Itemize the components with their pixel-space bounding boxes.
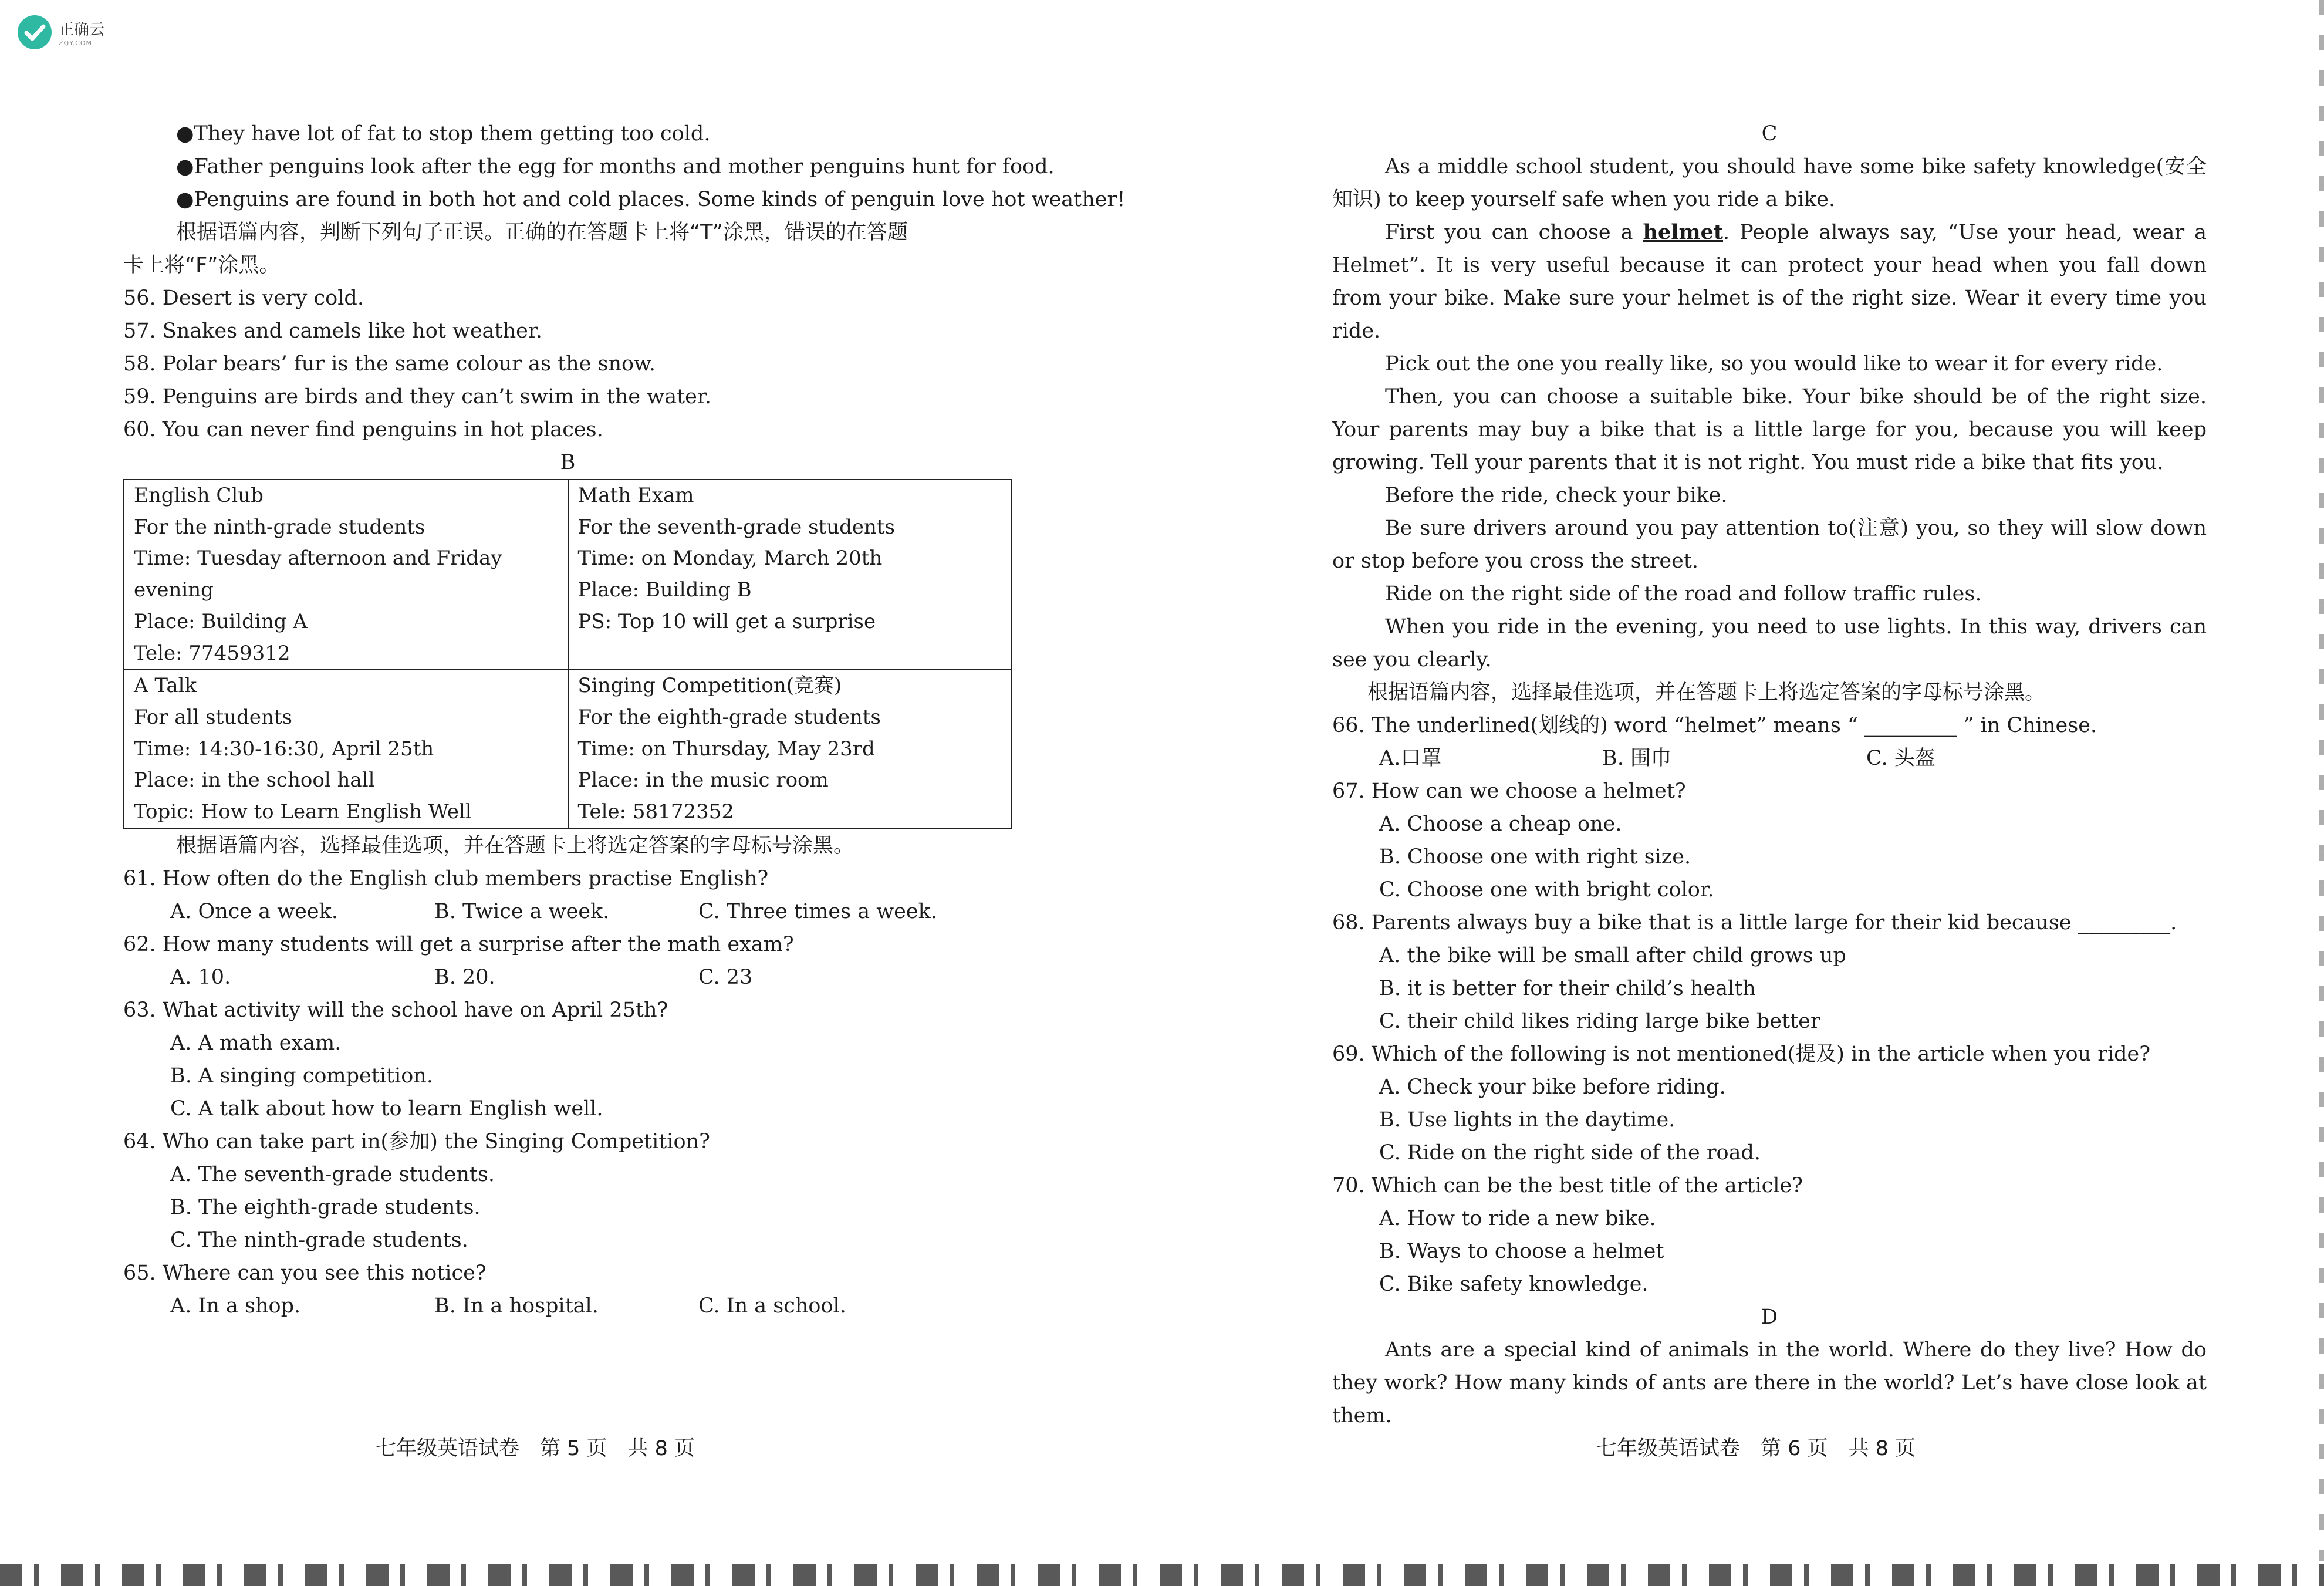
option-a: A. Choose a cheap one.	[1379, 812, 1622, 836]
option-b: B. Twice a week.	[434, 899, 610, 923]
notice-line: Singing Competition(竞赛)	[577, 674, 842, 698]
section-b-heading: B	[560, 451, 576, 474]
question-57: 57. Snakes and camels like hot weather.	[123, 319, 542, 343]
scan-right-edge	[2319, 0, 2324, 1561]
notice-line: For the eighth-grade students	[577, 706, 881, 730]
notice-line: Place: in the music room	[577, 768, 829, 792]
option-c: C. 头盔	[1866, 747, 1935, 770]
option-a: A. 10.	[170, 965, 231, 989]
option-a: A. A math exam.	[170, 1031, 342, 1055]
notice-line: For all students	[134, 706, 292, 730]
question-69: 69. Which of the following is not mentioned(提及) in the article when you ride?	[1332, 1042, 2151, 1066]
option-a: A.口罩	[1379, 747, 1442, 770]
options-66	[1332, 742, 2207, 775]
notice-line: Place: Building B	[577, 578, 752, 602]
passage-paragraph: Pick out the one you really like, so you would like to wear it for every ride.	[1385, 352, 2163, 376]
passage-paragraph: Ants are a special kind of animals in the world. Where do they live? How do they work? How many kinds of ants are there in the world? Let’s have close look at them.	[1332, 1338, 2207, 1428]
option-b: B. A singing competition.	[170, 1064, 433, 1088]
scan-edge-strip	[0, 1564, 2324, 1586]
option-b: B. Ways to choose a helmet	[1379, 1240, 1664, 1263]
logo-subtext: ZQY.COM	[59, 39, 93, 47]
question-67: 67. How can we choose a helmet?	[1332, 779, 1686, 803]
option-b: B. Use lights in the daytime.	[1379, 1108, 1676, 1132]
question-63: 63. What activity will the school have on April 25th?	[123, 998, 668, 1022]
notice-line: PS: Top 10 will get a surprise	[577, 609, 876, 633]
notice-line: Place: Building A	[134, 609, 308, 633]
question-62: 62. How many students will get a surprise after the math exam?	[123, 932, 794, 956]
section-d-heading: D	[1761, 1305, 1778, 1329]
option-b: B. In a hospital.	[434, 1294, 599, 1318]
bullet-item: ● Penguins are found in both hot and cold places. Some kinds of penguin love hot weather!	[123, 183, 1015, 216]
logo-text: 正确云	[59, 21, 105, 39]
option-c: C. Ride on the right side of the road.	[1379, 1141, 1761, 1165]
passage-paragraph: Then, you can choose a suitable bike. Your bike should be of the right size. Your parents may buy a bike that is a little large for you, because you will keep growing. Tell your parents that it is not right. You must ride a bike that fits you.	[1332, 385, 2207, 474]
passage-paragraph: Be sure drivers around you pay attention to(注意) you, so they will slow down or stop before you cross the street.	[1332, 517, 2207, 573]
bullet-item: ● Father penguins look after the egg for months and mother penguins hunt for food.	[123, 150, 1015, 183]
notice-line: English Club	[134, 484, 264, 507]
options-65	[123, 1290, 1015, 1322]
option-b: B. it is better for their child’s health	[1379, 977, 1756, 1000]
section-c-heading: C	[1761, 122, 1778, 146]
question-59: 59. Penguins are birds and they can’t swim in the water.	[123, 385, 711, 409]
notice-line: Math Exam	[577, 484, 694, 507]
passage-paragraph: Before the ride, check your bike.	[1385, 484, 1728, 507]
question-68: 68. Parents always buy a bike that is a little large for their kid because _________.	[1332, 911, 2177, 934]
instruction-mc-right: 根据语篇内容，选择最佳选项，并在答题卡上将选定答案的字母标号涂黑。	[1367, 681, 2046, 704]
notice-singing-competition	[568, 670, 1012, 829]
question-56: 56. Desert is very cold.	[123, 286, 364, 310]
option-a: A. In a shop.	[170, 1294, 301, 1318]
notice-math-exam	[568, 480, 1012, 670]
option-a: A. Check your bike before riding.	[1379, 1075, 1726, 1099]
option-c: C. Choose one with bright color.	[1379, 878, 1714, 902]
option-c: C. Three times a week.	[698, 899, 937, 923]
question-64: 64. Who can take part in(参加) the Singing Competition?	[123, 1129, 710, 1153]
notice-line: Tele: 58172352	[577, 800, 734, 824]
notice-english-club	[124, 480, 568, 670]
page-footer-right: 七年级英语试卷 第 6 页 共 8 页	[1596, 1437, 1916, 1460]
check-logo-icon	[16, 14, 53, 50]
instruction-mc: 根据语篇内容，选择最佳选项，并在答题卡上将选定答案的字母标号涂黑。	[176, 834, 854, 858]
question-58: 58. Polar bears’ fur is the same colour as the snow.	[123, 352, 656, 376]
left-page	[123, 117, 1126, 1322]
option-b: B. 围巾	[1602, 747, 1671, 770]
option-c: C. In a school.	[698, 1294, 846, 1318]
notice-line: Tele: 77459312	[134, 641, 290, 665]
notice-line: Topic: How to Learn English Well	[134, 800, 472, 824]
page-footer-left: 七年级英语试卷 第 5 页 共 8 页	[376, 1437, 695, 1460]
notice-line: Time: 14:30-16:30, April 25th	[134, 737, 434, 761]
option-a: A. How to ride a new bike.	[1379, 1207, 1656, 1230]
brand-logo	[16, 14, 104, 50]
question-60: 60. You can never find penguins in hot places.	[123, 418, 603, 441]
notice-line: For the seventh-grade students	[577, 515, 895, 539]
right-page	[1332, 117, 2207, 1432]
option-a: A. the bike will be small after child grows up	[1379, 944, 1846, 967]
passage-paragraph: When you ride in the evening, you need to use lights. In this way, drivers can see you clearly.	[1332, 615, 2207, 671]
notice-line: Time: on Thursday, May 23rd	[577, 737, 875, 761]
instruction-tf-cont: 卡上将“F”涂黑。	[123, 254, 280, 277]
passage-paragraph-helmet: First you can choose a helmet. People always say, “Use your head, wear a Helmet”. It is very useful because it can protect your head when you fall down from your bike. Make sure your helmet is of the right size. Wear it every time you ride.	[1332, 220, 2207, 343]
options-62	[123, 961, 1015, 994]
question-66: 66. The underlined(划线的) word “helmet” means “ _________ ” in Chinese.	[1332, 714, 2097, 737]
option-c: C. A talk about how to learn English well.	[170, 1096, 603, 1121]
notice-line: Time: on Monday, March 20th	[577, 546, 883, 571]
notice-line: Place: in the school hall	[134, 768, 375, 792]
underlined-word: helmet	[1643, 220, 1724, 244]
notice-line: A Talk	[134, 674, 197, 698]
instruction-tf: 根据语篇内容，判断下列句子正误。正确的在答题卡上将“T”涂黑，错误的在答题	[176, 221, 908, 244]
bullet-item: ● They have lot of fat to stop them getting too cold.	[123, 117, 1015, 150]
option-c: C. The ninth-grade students.	[170, 1228, 468, 1252]
notice-talk	[124, 670, 568, 829]
question-65: 65. Where can you see this notice?	[123, 1261, 487, 1285]
notice-line: Time: Tuesday afternoon and Friday evening	[134, 546, 502, 602]
options-61	[123, 895, 1015, 928]
option-b: B. Choose one with right size.	[1379, 845, 1691, 869]
option-a: A. The seventh-grade students.	[170, 1162, 495, 1186]
notice-line: For the ninth-grade students	[134, 515, 425, 539]
option-b: B. 20.	[434, 965, 495, 989]
option-c: C. Bike safety knowledge.	[1379, 1273, 1649, 1296]
option-c: C. their child likes riding large bike better	[1379, 1010, 1820, 1033]
option-c: C. 23	[698, 965, 753, 989]
question-70: 70. Which can be the best title of the article?	[1332, 1174, 1803, 1197]
option-a: A. Once a week.	[170, 899, 338, 923]
passage-paragraph: Ride on the right side of the road and follow traffic rules.	[1385, 582, 1982, 606]
question-61: 61. How often do the English club members practise English?	[123, 866, 769, 890]
option-b: B. The eighth-grade students.	[170, 1195, 481, 1219]
notice-table	[123, 479, 1012, 829]
passage-paragraph: As a middle school student, you should have some bike safety knowledge(安全知识) to keep yourself safe when you ride a bike.	[1332, 155, 2207, 211]
